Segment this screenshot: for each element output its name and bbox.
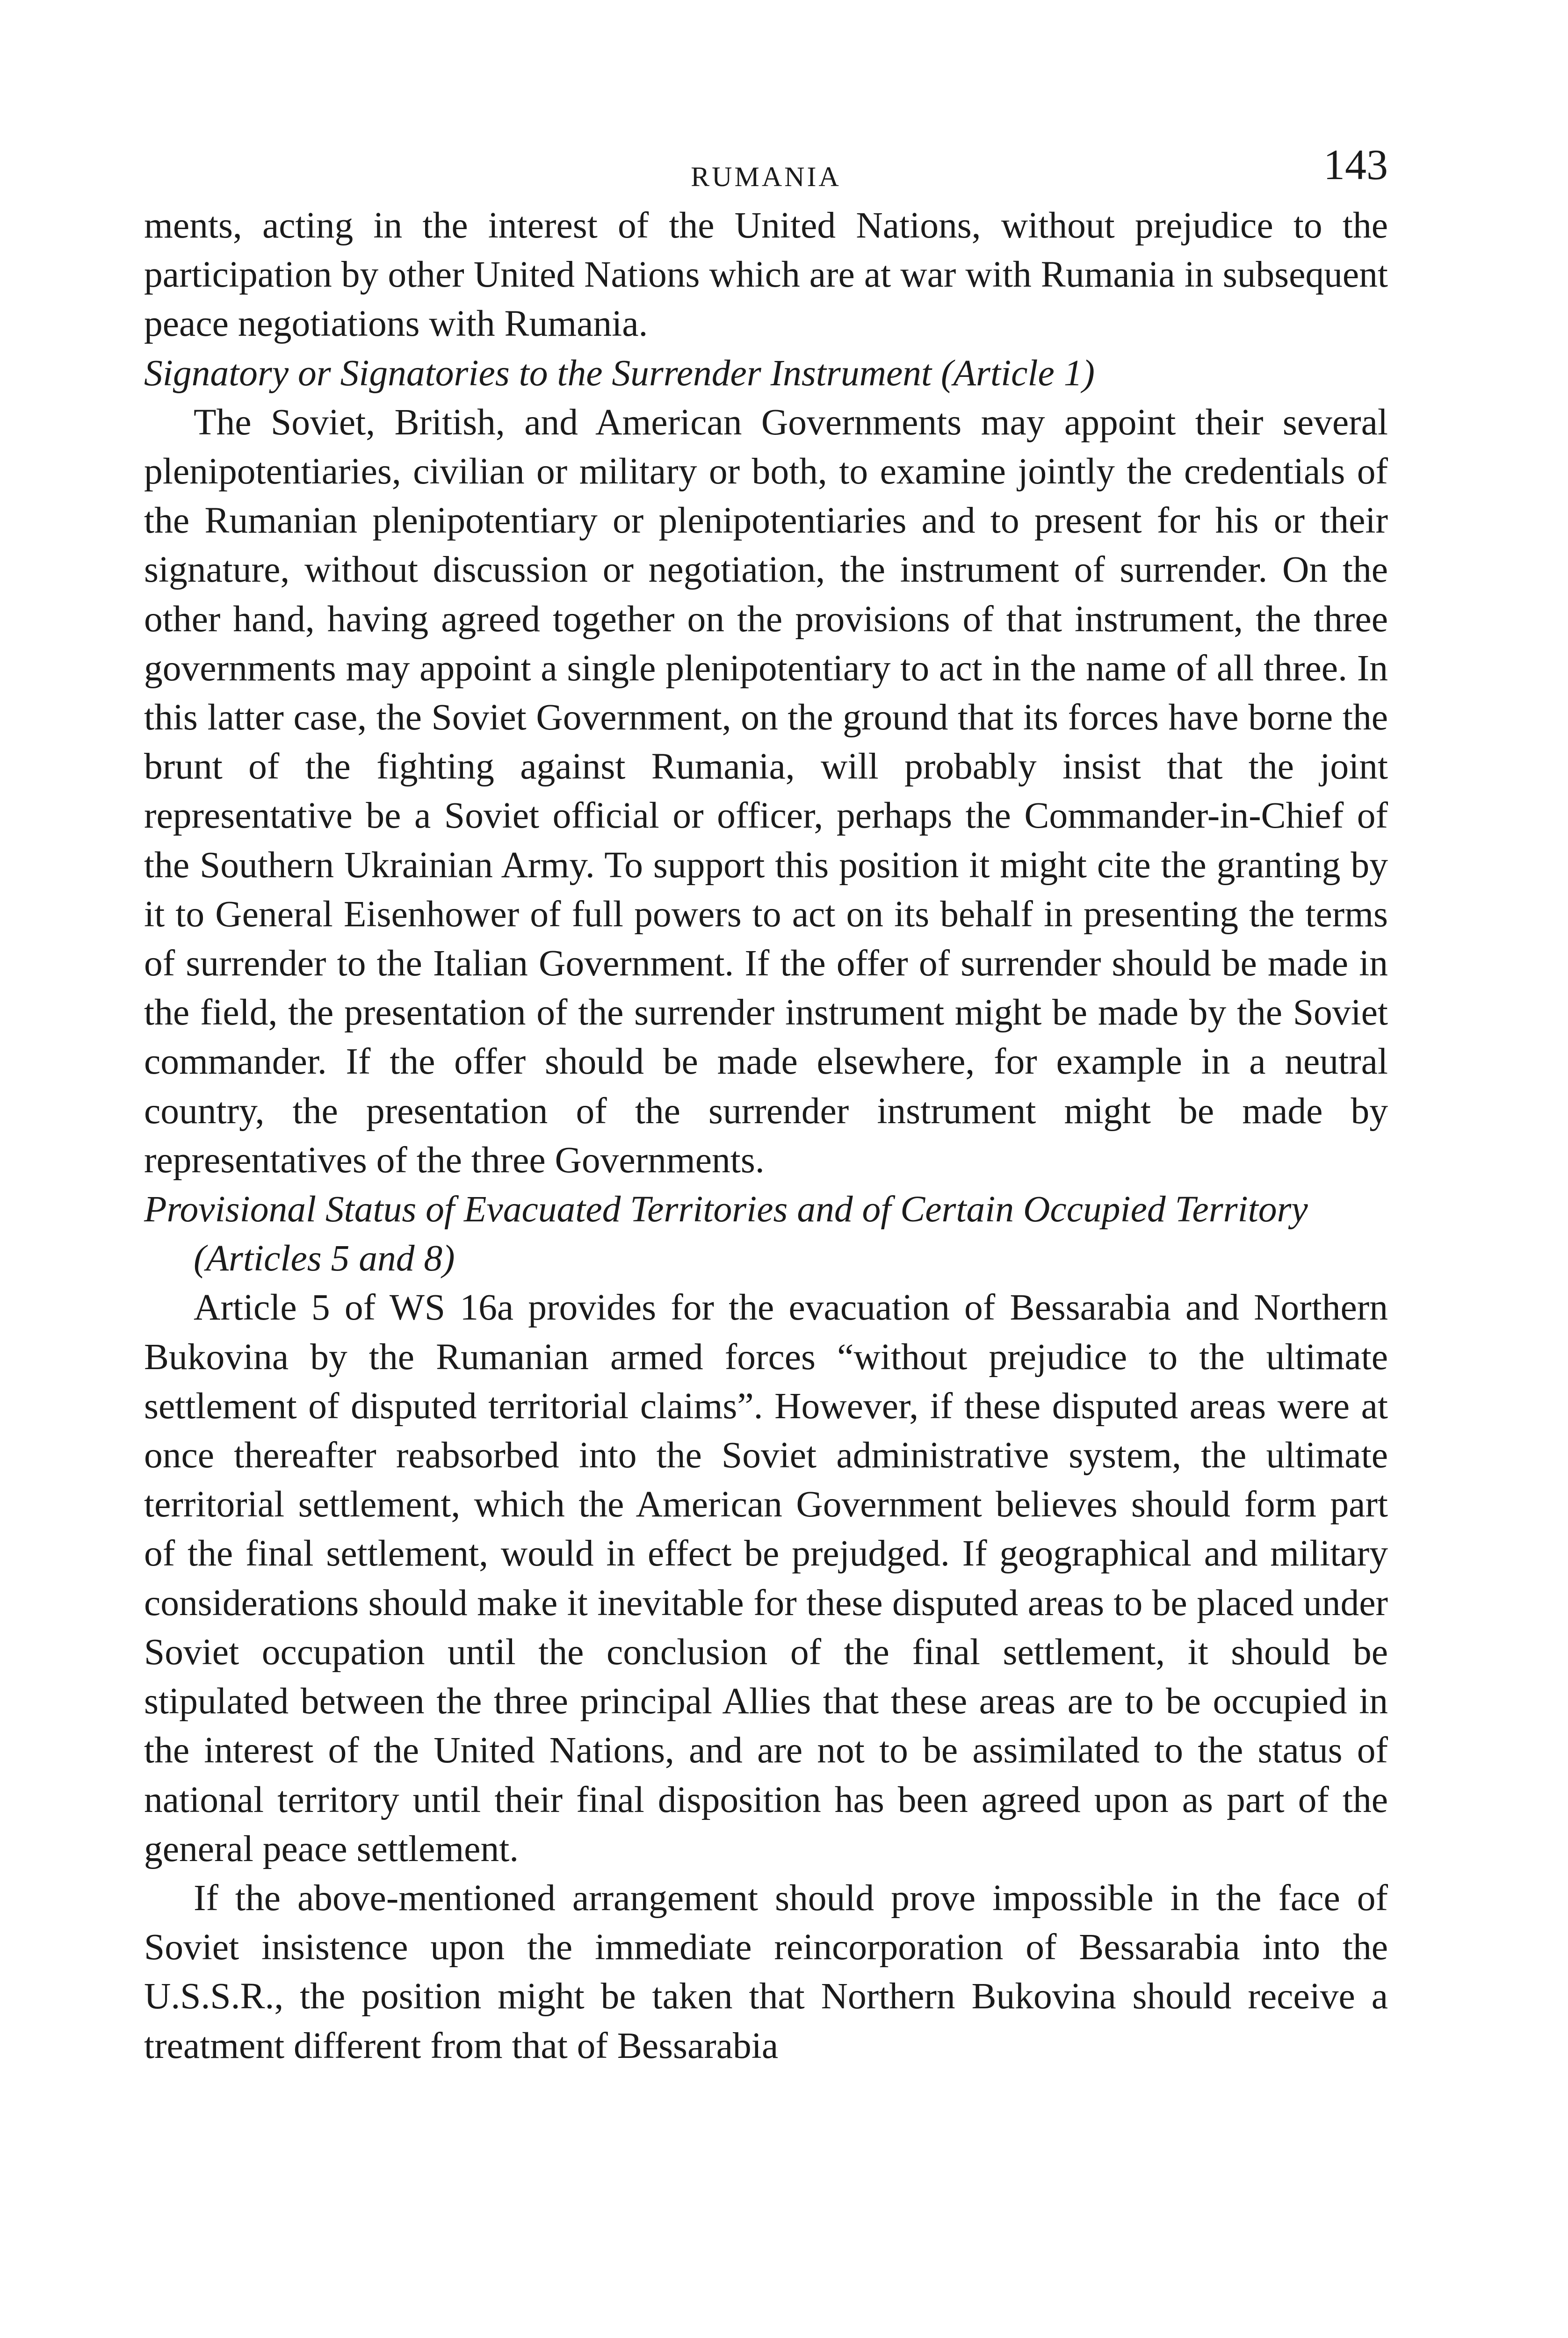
paragraph-continuation: ments, acting in the interest of the United Nations, without prejudice to the participation by other United Nations which are at war with Rumania in subsequent peace negotiations with Rumania. — [144, 205, 1388, 345]
paragraph-article-5: Article 5 of WS 16a provides for the evacuation of Bessarabia and Northern Bukovina by the Rumanian armed forces “without prejudice to the ultimate settlement of disputed territorial claims”. However, if these disputed areas were at once thereafter reabsorbed into the Soviet administrative system, the ultimate territorial settlement, which the American Government believes should form part of the final settlement, would in effect be prejudged. If geographical and military considerations should make it inevitable for these disputed areas to be placed under Soviet occupation until the conclusion of the final settlement, it should be stipulated between the three principal Allies that these areas are to be occupied in the interest of the United Nations, and are not to be assimilated to the status of national territory until their final disposition has been agreed upon as part of the general peace settlement. — [144, 1287, 1388, 1869]
paragraph-arrangement: If the above-mentioned arrangement should prove impossible in the face of Soviet insistence upon the immediate reincorporation of Bessarabia into the U.S.S.R., the position might be taken that Northern Bukovina should receive a treatment different from that of Bessarabia — [144, 1877, 1388, 2066]
page-number: 143 — [1323, 141, 1388, 188]
section-heading-provisional-status: Provisional Status of Evacuated Territories and of Certain Occupied Territory (Articles 5 and 8) — [144, 1189, 1308, 1279]
section-heading-signatory: Signatory or Signatories to the Surrender Instrument (Article 1) — [144, 352, 1095, 394]
running-title: RUMANIA — [691, 161, 841, 192]
document-page — [144, 140, 1388, 2071]
paragraph-signatory: The Soviet, British, and American Governments may appoint their several plenipotentiaries, civilian or military or both, to examine jointly the credentials of the Rumanian plenipotentiary or plenipotentiaries and to present for his or their signature, without discussion or negotiation, the instrument of surrender. On the other hand, having agreed together on the provisions of that instrument, the three governments may appoint a single plenipotentiary to act in the name of all three. In this latter case, the Soviet Government, on the ground that its forces have borne the brunt of the fighting against Rumania, will probably insist that the joint representative be a Soviet official or officer, perhaps the Commander-in-Chief of the Southern Ukrainian Army. To support this position it might cite the granting by it to General Eisenhower of full powers to act on its behalf in presenting the terms of surrender to the Italian Government. If the offer of surrender should be made in the field, the presentation of the surrender instrument might be made by the Soviet commander. If the offer should be made elsewhere, for example in a neutral country, the presentation of the surrender instrument might be made by representatives of the three Governments. — [144, 401, 1388, 1181]
running-header — [144, 140, 1388, 201]
